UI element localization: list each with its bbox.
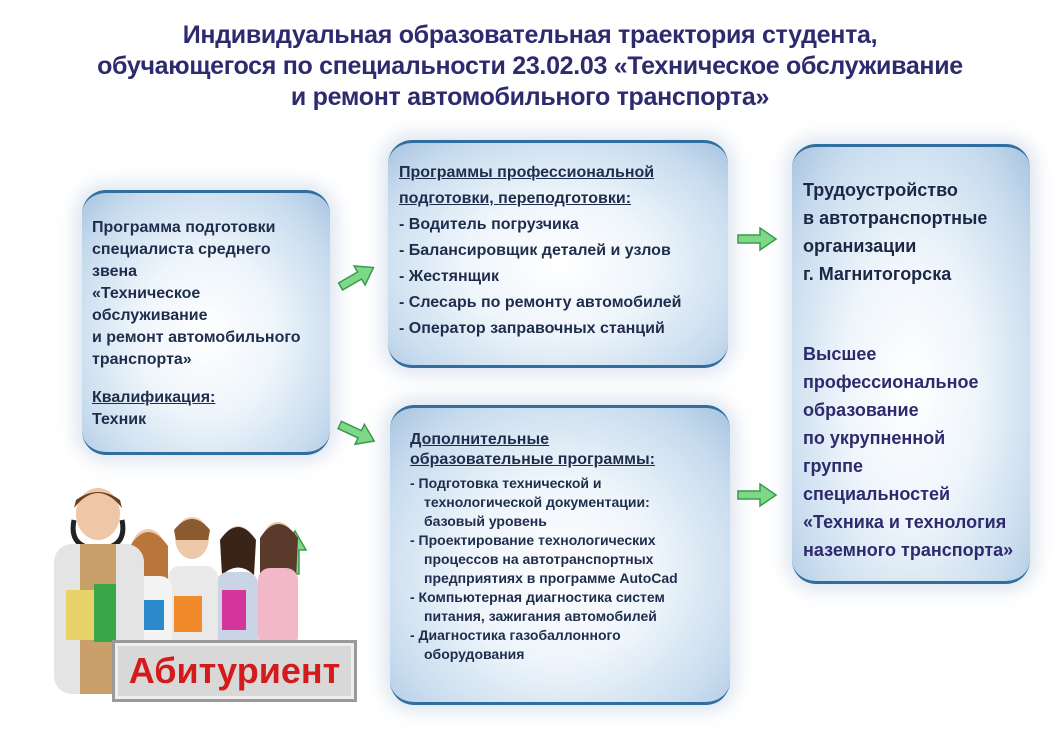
program-line: специалиста среднего	[92, 241, 271, 258]
qualification-value: Техник	[92, 411, 147, 428]
arrow-up-right-icon	[336, 262, 378, 292]
employment-line: в автотранспортные	[803, 208, 988, 228]
program-text	[92, 217, 322, 431]
title-line: обучающегося по специальности 23.02.03 «Техническое обслуживание	[97, 52, 963, 80]
list-item: - Компьютерная диагностика систем питания, зажигания автомобилей	[410, 589, 665, 624]
professional-header: Программы профессиональной	[399, 164, 655, 181]
page-title	[60, 20, 1000, 113]
employment-text	[803, 176, 987, 288]
list-item: - Оператор заправочных станций	[399, 320, 665, 337]
higher-ed-line: по укрупненной	[803, 428, 946, 448]
additional-header: образовательные программы:	[410, 451, 655, 468]
arrow-down-right-icon	[336, 418, 378, 448]
list-item: - Диагностика газобаллонного оборудования	[410, 627, 621, 662]
list-item: - Жестянщик	[399, 268, 499, 285]
qualification-label: Квалификация:	[92, 389, 216, 406]
program-line: и ремонт автомобильного	[92, 329, 301, 346]
arrow-right-icon	[736, 224, 778, 254]
additional-programs-text	[410, 430, 730, 664]
list-item: - Водитель погрузчика	[399, 216, 579, 233]
employment-line: организации	[803, 236, 917, 256]
employment-line: Трудоустройство	[803, 180, 958, 200]
list-item: - Проектирование технологических процессов на автотранспортных предприятиях в программе AutoCad	[410, 532, 678, 586]
professional-header: подготовки, переподготовки:	[399, 190, 632, 207]
program-line: транспорта»	[92, 351, 192, 368]
program-line: обслуживание	[92, 307, 208, 324]
higher-ed-line: профессиональное	[803, 372, 979, 392]
list-item: - Подготовка технической и технологической документации: базовый уровень	[410, 475, 650, 529]
higher-ed-line: наземного транспорта»	[803, 540, 1014, 560]
employment-line: г. Магнитогорска	[803, 264, 952, 284]
applicant-badge	[112, 640, 357, 702]
higher-ed-line: специальностей	[803, 484, 951, 504]
program-line: «Техническое	[92, 285, 201, 302]
arrow-right-icon	[736, 480, 778, 510]
professional-programs-text	[399, 160, 729, 342]
title-line: Индивидуальная образовательная траектория студента,	[182, 21, 878, 49]
title-line: и ремонт автомобильного транспорта»	[290, 83, 770, 111]
list-item: - Слесарь по ремонту автомобилей	[399, 294, 682, 311]
higher-ed-line: образование	[803, 400, 919, 420]
program-line: Программа подготовки	[92, 219, 276, 236]
higher-ed-line: группе	[803, 456, 864, 476]
program-line: звена	[92, 263, 138, 280]
higher-ed-line: Высшее	[803, 344, 877, 364]
additional-header: Дополнительные	[410, 431, 550, 448]
list-item: - Балансировщик деталей и узлов	[399, 242, 671, 259]
higher-ed-line: «Техника и технология	[803, 512, 1007, 532]
applicant-label: Абитуриент	[128, 650, 341, 691]
higher-education-text	[803, 340, 1013, 564]
